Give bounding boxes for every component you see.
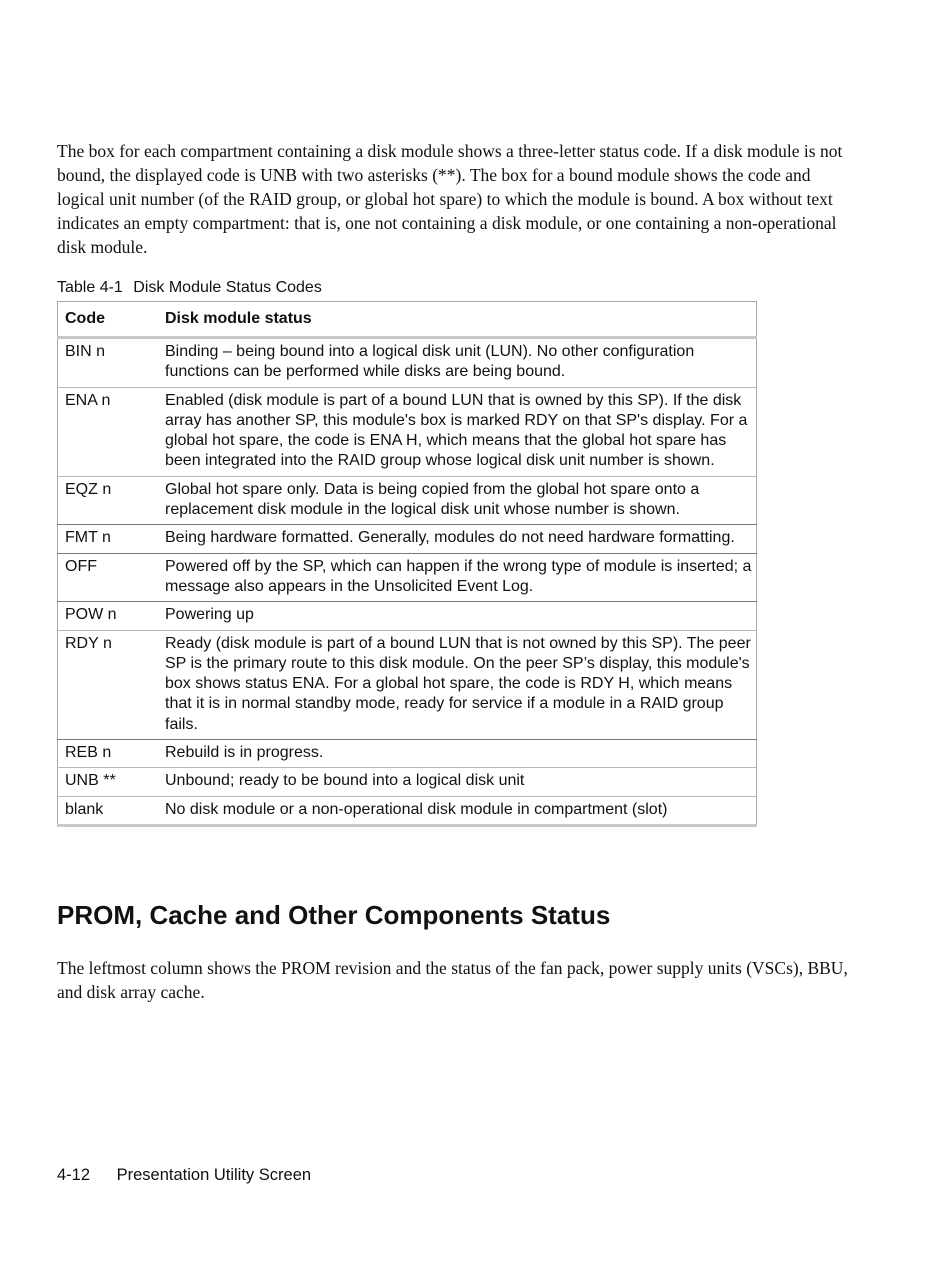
- table-row: [58, 796, 757, 825]
- status-code-cell: REB n: [58, 740, 160, 768]
- table-row: [58, 338, 757, 388]
- status-description-cell: Unbound; ready to be bound into a logical disk unit: [159, 768, 757, 796]
- table-row: [58, 630, 757, 739]
- status-description-cell: Enabled (disk module is part of a bound LUN that is owned by this SP). If the disk array has another SP, this module's box is marked RDY on that SP's display. For a global hot spare, the code is ENA H, which means that the global hot spare has been integrated into the RAID group whose logical disk unit number is shown.: [159, 387, 757, 476]
- table-caption-title: Disk Module Status Codes: [133, 279, 322, 296]
- intro-paragraph: The box for each compartment containing a disk module shows a three-letter status code. If a disk module is not bound, the displayed code is UNB with two asterisks (**). The box for a bound module shows the code and logical unit number (of the RAID group, or global hot spare) to which the module is bound. A box without text indicates an empty compartment: that is, one not containing a disk module, or one containing a non-operational disk module.: [57, 141, 843, 257]
- status-code-cell: RDY n: [58, 630, 160, 739]
- status-description-cell: Ready (disk module is part of a bound LUN that is not owned by this SP). The peer SP is the primary route to this disk module. On the peer SP’s display, this module's box shows status ENA. For a global hot spare, the code is RDY H, which means that it is in normal standby mode, ready for service if a module in a RAID group fails.: [159, 630, 757, 739]
- page-footer: [57, 1166, 311, 1185]
- page-number: 4-12: [57, 1166, 91, 1184]
- table-caption-number: Table 4-1: [57, 279, 123, 296]
- table-caption: [57, 279, 322, 297]
- table-row: [58, 387, 757, 476]
- table-row: [58, 768, 757, 796]
- status-code-cell: POW n: [58, 602, 160, 630]
- status-description-cell: Rebuild is in progress.: [159, 740, 757, 768]
- column-header-code: Code: [58, 302, 160, 338]
- chapter-title: Presentation Utility Screen: [116, 1166, 312, 1184]
- status-description-cell: Powering up: [159, 602, 757, 630]
- table-row: [58, 740, 757, 768]
- status-code-cell: ENA n: [58, 387, 160, 476]
- table-row: [58, 602, 757, 630]
- status-description-cell: Binding – being bound into a logical disk unit (LUN). No other configuration functions can be performed while disks are being bound.: [159, 338, 757, 388]
- section-paragraph: The leftmost column shows the PROM revision and the status of the fan pack, power supply units (VSCs), BBU, and disk array cache.: [57, 958, 848, 1002]
- status-code-cell: OFF: [58, 553, 160, 602]
- status-code-cell: UNB **: [58, 768, 160, 796]
- column-header-status: Disk module status: [159, 302, 757, 338]
- status-code-cell: EQZ n: [58, 476, 160, 525]
- table-header-row: [58, 302, 757, 338]
- status-code-cell: BIN n: [58, 338, 160, 388]
- status-description-cell: Global hot spare only. Data is being copied from the global hot spare onto a replacement disk module in the logical disk unit whose number is shown.: [159, 476, 757, 525]
- table-row: [58, 553, 757, 602]
- table-row: [58, 476, 757, 525]
- disk-module-status-table: [57, 301, 757, 827]
- section-heading: PROM, Cache and Other Components Status: [57, 900, 611, 930]
- table-row: [58, 525, 757, 553]
- status-code-cell: FMT n: [58, 525, 160, 553]
- status-description-cell: Being hardware formatted. Generally, modules do not need hardware formatting.: [159, 525, 757, 553]
- status-description-cell: Powered off by the SP, which can happen if the wrong type of module is inserted; a message also appears in the Unsolicited Event Log.: [159, 553, 757, 602]
- status-description-cell: No disk module or a non-operational disk module in compartment (slot): [159, 796, 757, 825]
- status-code-cell: blank: [58, 796, 160, 825]
